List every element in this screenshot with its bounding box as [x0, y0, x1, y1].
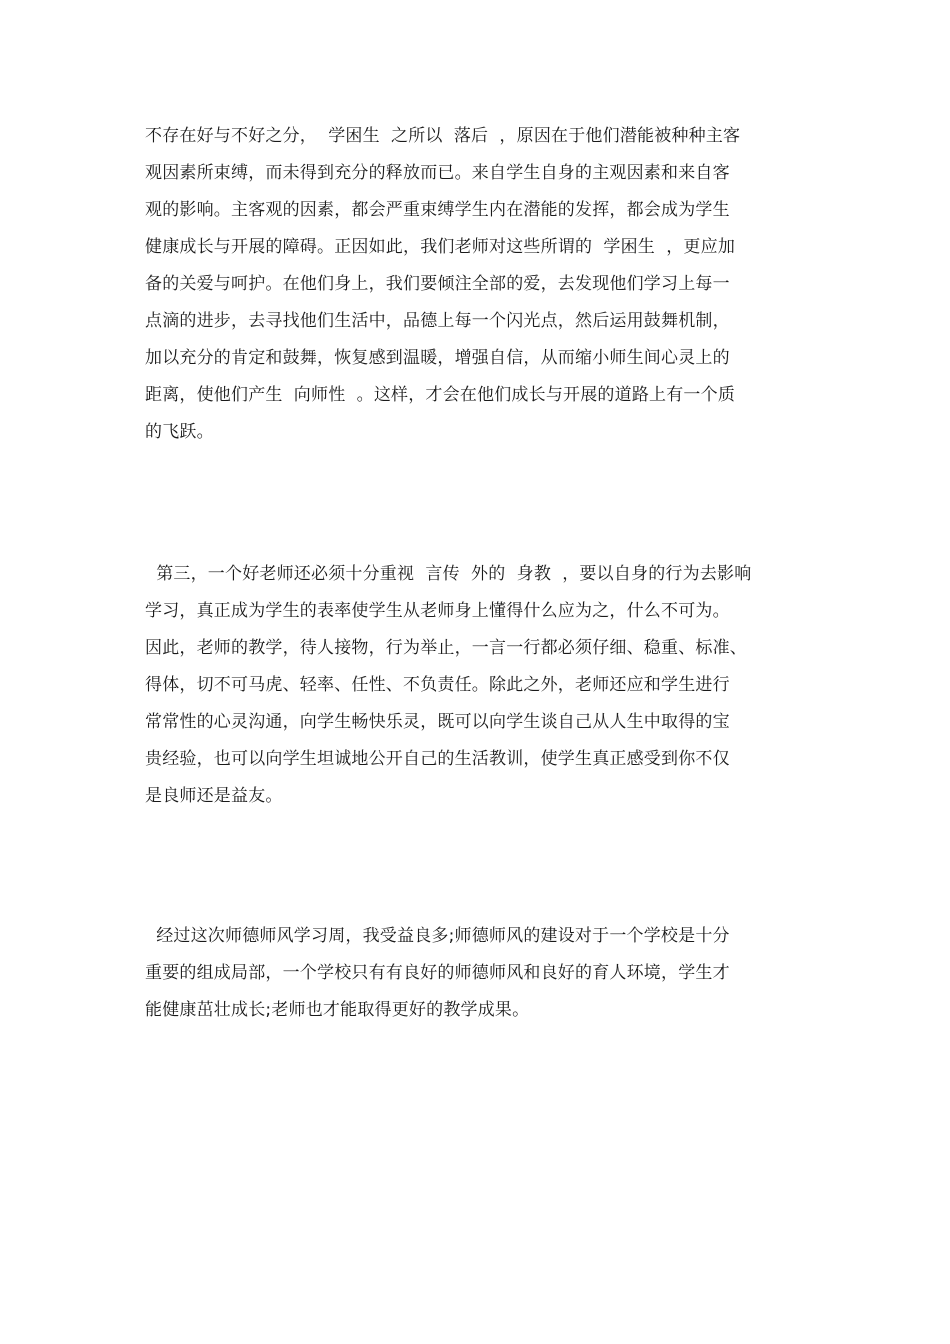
text-line: 经过这次师德师风学习周，我受益良多;师德师风的建设对于一个学校是十分	[145, 926, 730, 946]
text-line: 点滴的进步，去寻找他们生活中，品德上每一个闪光点，然后运用鼓舞机制，	[145, 311, 730, 331]
text-line: 学习，真正成为学生的表率使学生从老师身上懂得什么应为之，什么不可为。	[145, 601, 730, 621]
text-line: 不存在好与不好之分， 学困生 之所以 落后 ，原因在于他们潜能被种种主客	[145, 126, 741, 146]
text-line: 距离，使他们产生 向师性 。这样，才会在他们成长与开展的道路上有一个质	[145, 385, 736, 405]
text-line: 观因素所束缚，而未得到充分的释放而已。来自学生自身的主观因素和来自客	[145, 163, 730, 183]
text-line: 第三，一个好老师还必须十分重视 言传 外的 身教 ，要以自身的行为去影响	[145, 564, 752, 584]
text-line: 因此，老师的教学，待人接物，行为举止，一言一行都必须仔细、稳重、标准、	[145, 638, 747, 658]
text-line: 备的关爱与呵护。在他们身上，我们要倾注全部的爱，去发现他们学习上每一	[145, 274, 730, 294]
text-line: 的飞跃。	[145, 422, 214, 442]
paragraph-third-point	[145, 556, 815, 815]
text-line: 健康成长与开展的障碍。正因如此，我们老师对这些所谓的 学困生 ，更应加	[145, 237, 736, 257]
text-line: 重要的组成局部，一个学校只有有良好的师德师风和良好的育人环境，学生才	[145, 963, 730, 983]
text-line: 得体，切不可马虎、轻率、任性、不负责任。除此之外，老师还应和学生进行	[145, 675, 730, 695]
paragraph-conclusion	[145, 918, 815, 1029]
text-line: 加以充分的肯定和鼓舞，恢复感到温暖，增强自信，从而缩小师生间心灵上的	[145, 348, 730, 368]
text-line: 是良师还是益友。	[145, 786, 283, 806]
paragraph-students-potential	[145, 118, 815, 451]
text-line: 能健康茁壮成长;老师也才能取得更好的教学成果。	[145, 1000, 530, 1020]
text-line: 常常性的心灵沟通，向学生畅快乐灵，既可以向学生谈自己从人生中取得的宝	[145, 712, 730, 732]
text-line: 贵经验，也可以向学生坦诚地公开自己的生活教训，使学生真正感受到你不仅	[145, 749, 730, 769]
text-line: 观的影响。主客观的因素，都会严重束缚学生内在潜能的发挥，都会成为学生	[145, 200, 730, 220]
